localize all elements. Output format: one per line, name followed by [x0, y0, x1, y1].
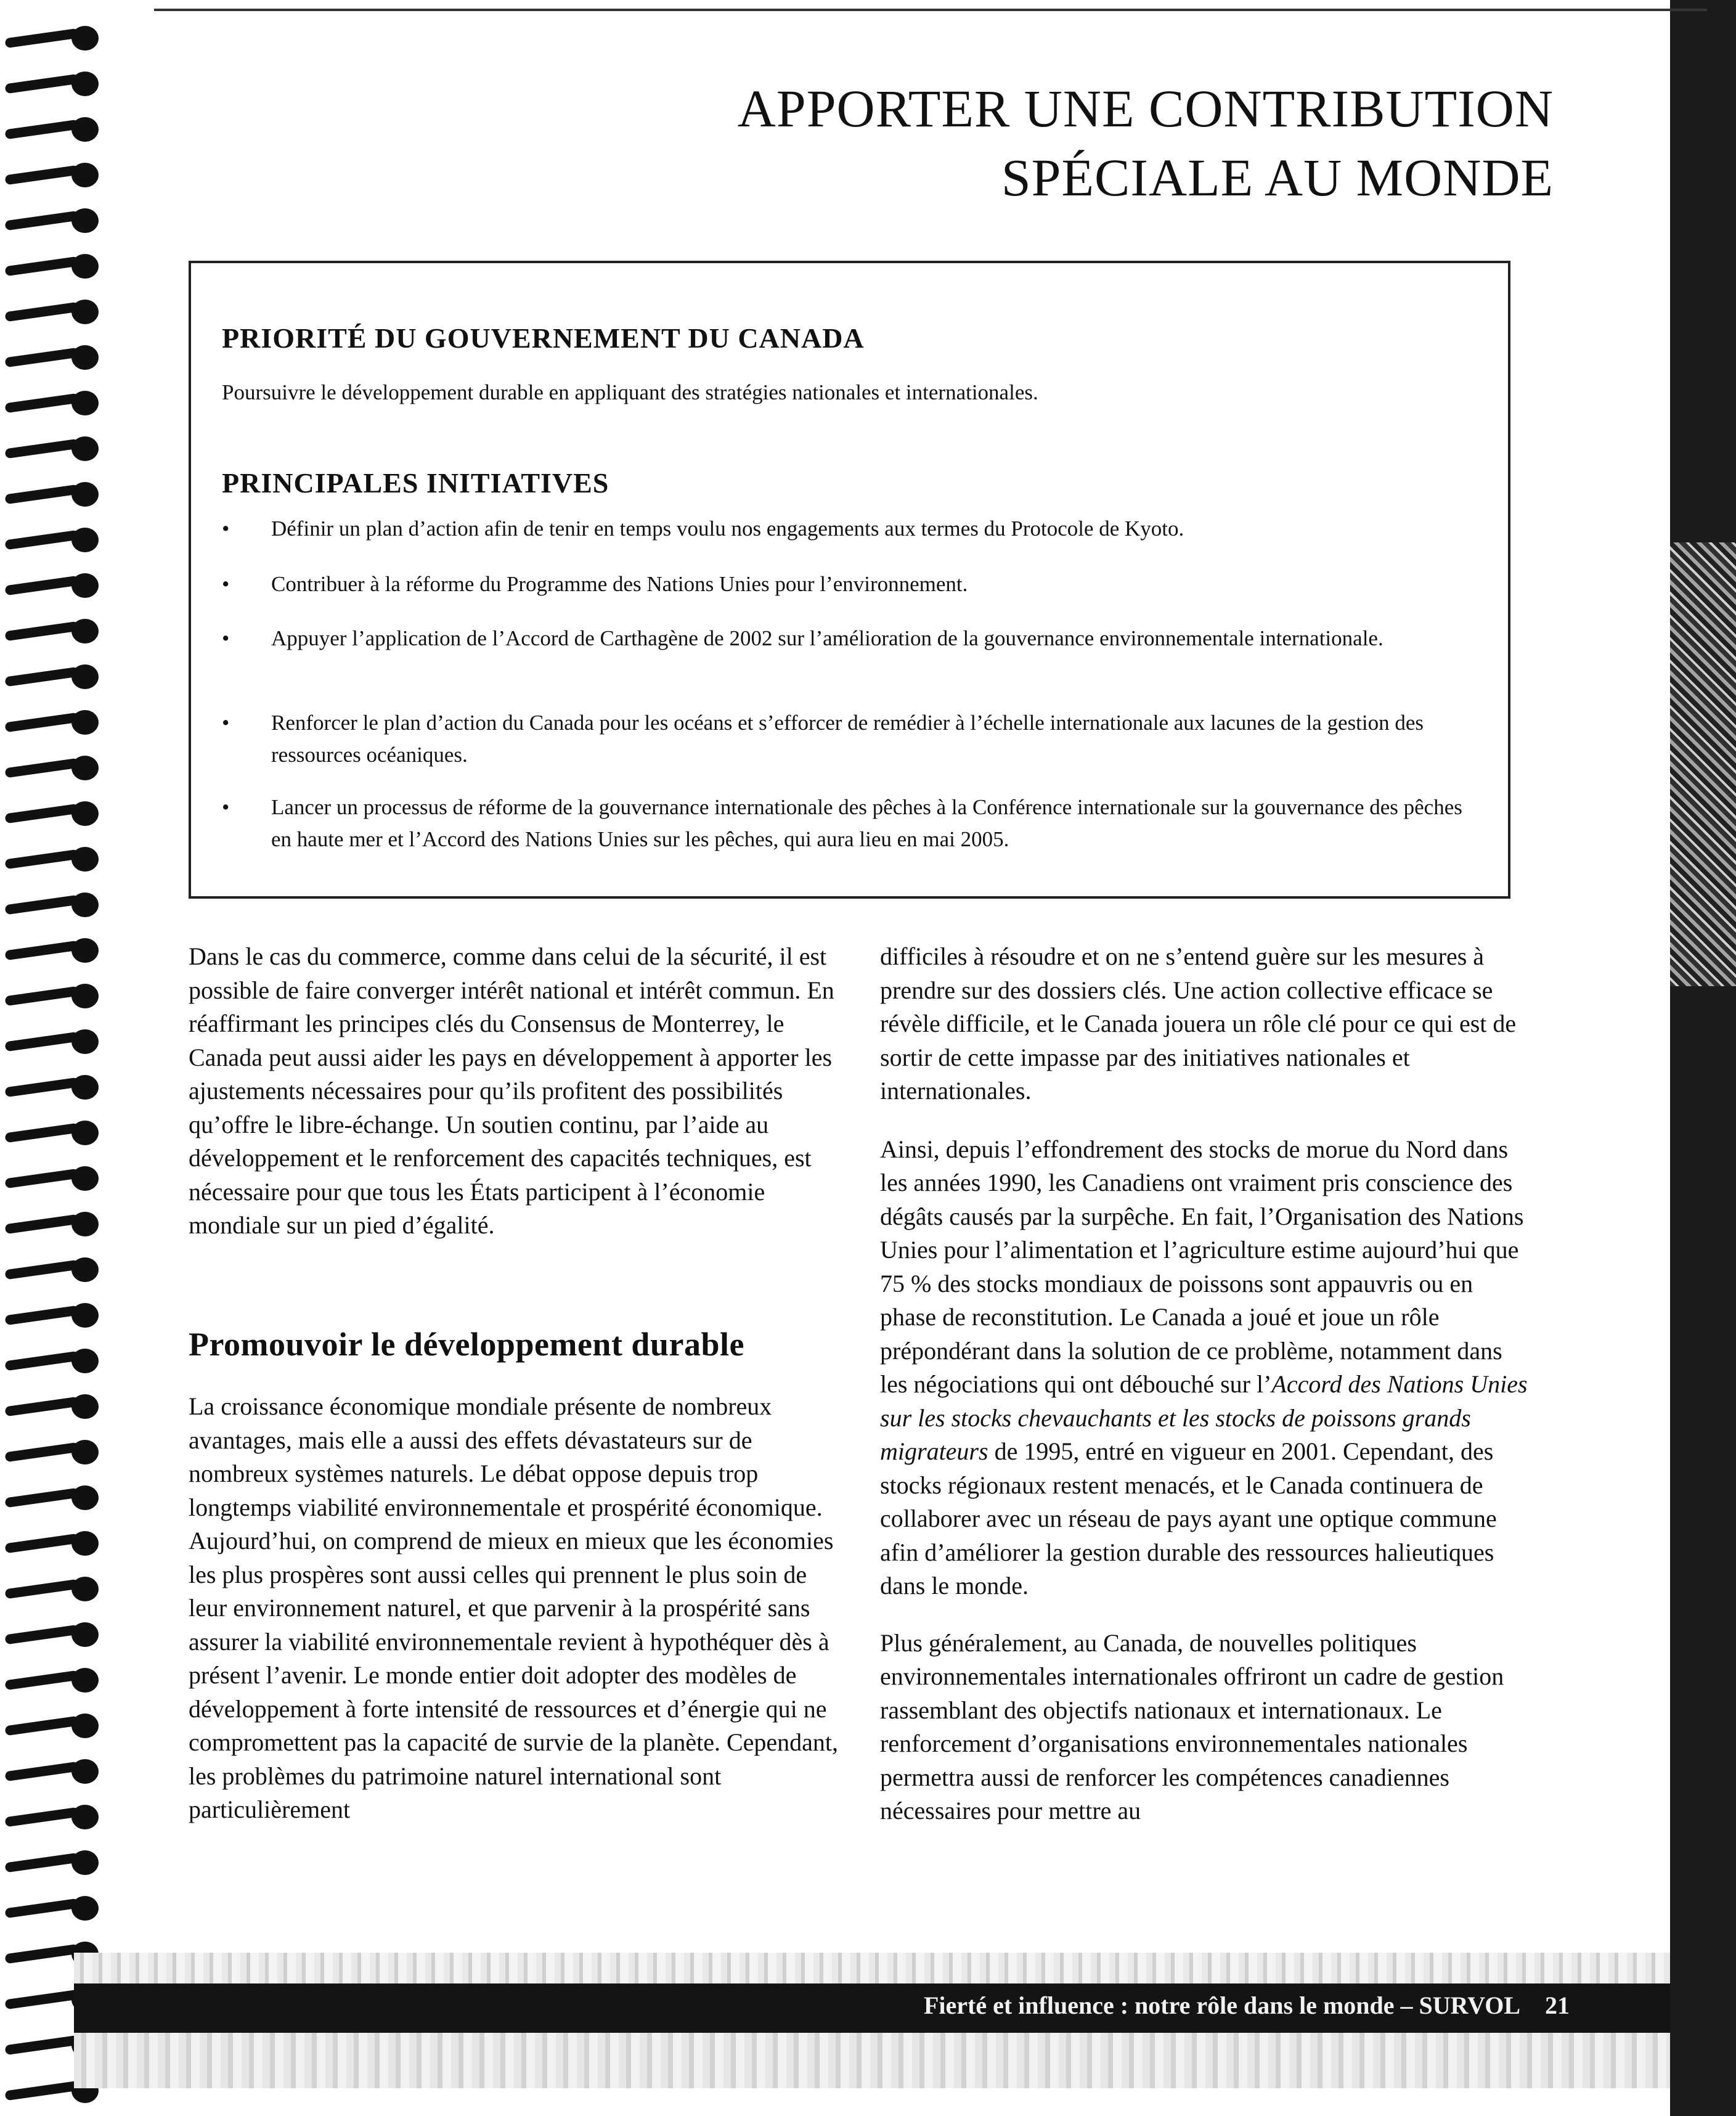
spiral-wire — [4, 1032, 79, 1052]
spiral-wire — [4, 1990, 79, 2010]
paragraph: difficiles à résoudre et on ne s’entend guère sur les mesures à prendre sur des dossiers clés. Une action collective efficace se révèle difficile, et le Canada jouera un rôle clé pour ce qui est de sortir de cette impasse par des initiatives nationales et internationales. — [880, 942, 1517, 1105]
binding-hole — [71, 756, 99, 780]
spiral-ring — [5, 937, 97, 964]
spiral-wire — [4, 1807, 79, 1828]
scan-right-edge — [1664, 0, 1736, 2116]
priority-text: Poursuivre le développement durable en appliquant des stratégies nationales et internationales. — [222, 380, 1038, 404]
spiral-wire — [4, 1579, 79, 1599]
spiral-ring — [5, 207, 97, 234]
binding-hole — [71, 1394, 99, 1419]
spiral-ring — [5, 1119, 97, 1146]
spiral-wire — [4, 1351, 79, 1371]
spiral-wire — [4, 941, 79, 961]
spiral-ring — [5, 1439, 97, 1466]
binding-hole — [71, 1577, 99, 1601]
binding-hole — [71, 26, 99, 51]
initiative-item: • Renforcer le plan d’action du Canada pour les océans et s’efforcer de remédier à l’échelle internationale aux lacunes de la gestion des ressources océaniques. — [222, 707, 1467, 771]
spiral-ring — [5, 70, 97, 97]
binding-hole — [71, 1121, 99, 1145]
paragraph: La croissance économique mondiale présente de nombreux avantages, mais elle a aussi des effets dévastateurs sur de nombreux systèmes naturels. Le débat oppose depuis trop longtemps viabilité environnementale et prospérité économique. Aujourd’hui, on comprend de mieux en mieux que les économies les plus prospères sont aussi celles qui prennent le plus soin de leur environnement naturel, et que parvenir à la prospérité sans assurer la viabilité environnementale revient à hypothéquer dès à présent l’avenir. Le monde entier doit adopter des modèles de développement à forte intensité de ressources et d’énergie qui ne compromettent pas la capacité de survie de la planète. Cependant, les problèmes du patrimoine naturel international sont particulièrement — [189, 1392, 839, 1823]
spiral-wire — [4, 1534, 79, 1554]
binding-hole — [71, 300, 99, 324]
binding-hole — [71, 1759, 99, 1784]
binding-hole — [71, 573, 99, 598]
spiral-wire — [4, 667, 79, 687]
spiral-wire — [4, 1762, 79, 1782]
spiral-wire — [4, 1397, 79, 1417]
spiral-ring — [5, 1211, 97, 1238]
spiral-ring — [5, 1530, 97, 1557]
spiral-ring — [5, 754, 97, 782]
binding-hole — [71, 1896, 99, 1921]
footer-texture-top — [74, 1953, 1670, 1983]
binding-hole — [71, 1622, 99, 1647]
spiral-wire — [4, 530, 79, 550]
spiral-ring — [5, 1302, 97, 1329]
spiral-ring — [5, 1028, 97, 1055]
spiral-wire — [4, 256, 79, 277]
binding-hole — [71, 619, 99, 643]
binding-hole — [71, 1805, 99, 1829]
footer-title: Fierté et influence : notre rôle dans le monde – SURVOL — [923, 1991, 1520, 2019]
spiral-wire — [4, 302, 79, 322]
spiral-ring — [5, 298, 97, 325]
spiral-wire — [4, 2081, 79, 2101]
spiral-wire — [4, 1853, 79, 1873]
binding-hole — [71, 1668, 99, 1693]
spiral-wire — [4, 1625, 79, 1645]
binding-hole — [71, 1440, 99, 1464]
initiative-item: • Lancer un processus de réforme de la gouvernance internationale des pêches à la Conférence internationale sur la gouvernance des pêches en haute mer et l’Accord des Nations Unies sur les pêches, qui aura lieu en mai 2005. — [222, 791, 1467, 856]
initiative-item: • Définir un plan d’action afin de tenir en temps voulu nos engagements aux termes du Protocole de Kyoto. — [222, 513, 1184, 545]
spiral-wire — [4, 484, 79, 505]
spiral-wire — [4, 1944, 79, 1964]
spiral-ring — [5, 891, 97, 918]
spiral-wire — [4, 1169, 79, 1189]
binding-hole — [71, 1303, 99, 1328]
binding-hole — [71, 710, 99, 735]
binding-hole — [71, 801, 99, 826]
paragraph: Plus généralement, au Canada, de nouvelles politiques environnementales internationales offriront un cadre de gestion rassemblant des objectifs nationaux et internationaux. Le renforcement d’organisations environnementales nationales permettra aussi de renforcer les compétences canadiennes nécessaires pour mettre au — [880, 1628, 1504, 1824]
binding-hole — [71, 1485, 99, 1510]
spiral-ring — [5, 1347, 97, 1375]
spiral-ring — [5, 709, 97, 736]
spiral-wire — [4, 393, 79, 414]
paragraph: Dans le cas du commerce, comme dans celui de la sécurité, il est possible de faire converger intérêt national et intérêt commun. En réaffirmant les principes clés du Consensus de Monterrey, le Canada peut aussi aider les pays en développement à apporter les ajustements nécessaires pour qu’ils profitent des possibilités qu’offre le libre-échange. Un soutien continu, par l’aide au développement et le renforcement des capacités techniques, est nécessaire pour que tous les États participent à l’économie mondiale sur un pied d’égalité. — [189, 942, 834, 1239]
binding-hole — [71, 482, 99, 507]
binding-hole — [71, 391, 99, 415]
binding-hole — [71, 893, 99, 917]
binding-hole — [71, 71, 99, 96]
page-title — [738, 74, 1554, 212]
spiral-ring — [5, 435, 97, 462]
page-number: 21 — [1545, 1991, 1570, 2019]
spiral-wire — [4, 1716, 79, 1736]
spiral-ring — [5, 1256, 97, 1283]
spiral-ring — [5, 1393, 97, 1420]
spiral-ring — [5, 526, 97, 554]
spiral-ring — [5, 1484, 97, 1511]
binding-hole — [71, 664, 99, 689]
spiral-ring — [5, 1895, 97, 1922]
spiral-ring — [5, 116, 97, 143]
right-column — [880, 940, 1533, 1828]
spiral-ring — [5, 982, 97, 1010]
spiral-wire — [4, 758, 79, 778]
spiral-wire — [4, 211, 79, 231]
spiral-ring — [5, 1165, 97, 1192]
priority-heading: PRIORITÉ DU GOUVERNEMENT DU CANADA — [222, 322, 865, 354]
spiral-wire — [4, 165, 79, 186]
title-line-1: APPORTER UNE CONTRIBUTION — [737, 79, 1554, 138]
spiral-ring — [5, 1575, 97, 1603]
left-column-body — [189, 1390, 842, 1827]
spiral-ring — [5, 1712, 97, 1739]
initiative-item: • Appuyer l’application de l’Accord de Carthagène de 2002 sur l’amélioration de la gouvernance environnementale internationale. — [222, 623, 1384, 655]
italic-title: Accord des Nations Unies sur les stocks chevauchants et les stocks de poissons grands migrateurs — [880, 1370, 1528, 1465]
binding-hole — [71, 436, 99, 461]
binding-hole — [71, 1531, 99, 1556]
spiral-wire — [4, 713, 79, 733]
text-span: Ainsi, depuis l’effondrement des stocks de morue du Nord dans les années 1990, les Canadiens ont vraiment pris conscience des dégâts causés par la surpêche. En fait, l’Organisation des Nations Unies pour l’alimentation et l’agriculture estime aujourd’hui que 75 % des stocks mondiaux de poissons sont appauvris ou en phase de reconstitution. Le Canada a joué et joue un rôle prépondérant dans la solution de ce problème, notamment dans les négociations qui ont débouché sur l’ — [880, 1135, 1524, 1398]
spiral-wire — [4, 28, 79, 49]
spiral-wire — [4, 576, 79, 596]
footer-caption — [924, 1991, 1570, 2020]
binding-hole — [71, 528, 99, 552]
binding-hole — [71, 1850, 99, 1875]
spiral-wire — [4, 1305, 79, 1326]
spiral-ring — [5, 1667, 97, 1694]
top-rule — [154, 9, 1707, 11]
text-span: de 1995, entré en vigueur en 2001. Cependant, des stocks régionaux restent menacés, et le Canada continuera de collaborer avec un réseau de pays ayant une optique commune afin d’améliorer la gestion durable des ressources halieutiques dans le monde. — [880, 1437, 1497, 1599]
left-column-intro — [189, 940, 836, 1243]
spiral-wire — [4, 621, 79, 642]
spiral-ring — [5, 1849, 97, 1876]
spiral-wire — [4, 1442, 79, 1463]
spiral-wire — [4, 1077, 79, 1098]
binding-hole — [71, 1029, 99, 1054]
binding-hole — [71, 117, 99, 142]
spiral-wire — [4, 348, 79, 368]
spiral-wire — [4, 849, 79, 870]
binding-hole — [71, 1075, 99, 1100]
spiral-ring — [5, 572, 97, 599]
binding-hole — [71, 163, 99, 187]
spiral-ring — [5, 618, 97, 645]
priority-box — [189, 261, 1510, 899]
binding-hole — [71, 1714, 99, 1738]
binding-hole — [71, 1349, 99, 1373]
spiral-ring — [5, 1758, 97, 1785]
binding-hole — [71, 938, 99, 963]
binding-hole — [71, 1212, 99, 1236]
spiral-wire — [4, 1898, 79, 1919]
spiral-wire — [4, 804, 79, 824]
binding-hole — [71, 984, 99, 1008]
title-line-2: SPÉCIALE AU MONDE — [1001, 148, 1554, 207]
spiral-wire — [4, 120, 79, 140]
spiral-wire — [4, 1260, 79, 1280]
spiral-ring — [5, 161, 97, 189]
spiral-binding — [0, 0, 108, 2116]
spiral-wire — [4, 1214, 79, 1235]
spiral-ring — [5, 390, 97, 417]
spiral-ring — [5, 481, 97, 508]
binding-hole — [71, 345, 99, 370]
binding-hole — [71, 1257, 99, 1282]
spiral-wire — [4, 439, 79, 459]
spiral-wire — [4, 1123, 79, 1143]
spiral-ring — [5, 25, 97, 52]
footer-texture-bottom — [74, 2033, 1670, 2088]
spiral-ring — [5, 1621, 97, 1648]
spiral-ring — [5, 800, 97, 827]
spiral-ring — [5, 1074, 97, 1101]
spiral-wire — [4, 2035, 79, 2056]
spiral-wire — [4, 986, 79, 1007]
spiral-wire — [4, 1488, 79, 1508]
spiral-wire — [4, 895, 79, 915]
spiral-ring — [5, 846, 97, 873]
binding-hole — [71, 208, 99, 233]
initiatives-heading: PRINCIPALES INITIATIVES — [222, 467, 609, 499]
paragraph — [880, 1133, 1533, 1603]
initiative-item: • Contribuer à la réforme du Programme des Nations Unies pour l’environnement. — [222, 568, 968, 600]
section-heading: Promouvoir le développement durable — [189, 1326, 744, 1363]
binding-hole — [71, 847, 99, 872]
spiral-ring — [5, 253, 97, 280]
scan-speckle — [1664, 542, 1736, 986]
binding-hole — [71, 1166, 99, 1191]
spiral-wire — [4, 74, 79, 94]
spiral-ring — [5, 1804, 97, 1831]
spiral-wire — [4, 1670, 79, 1691]
binding-hole — [71, 254, 99, 279]
spiral-ring — [5, 344, 97, 371]
spiral-ring — [5, 663, 97, 690]
